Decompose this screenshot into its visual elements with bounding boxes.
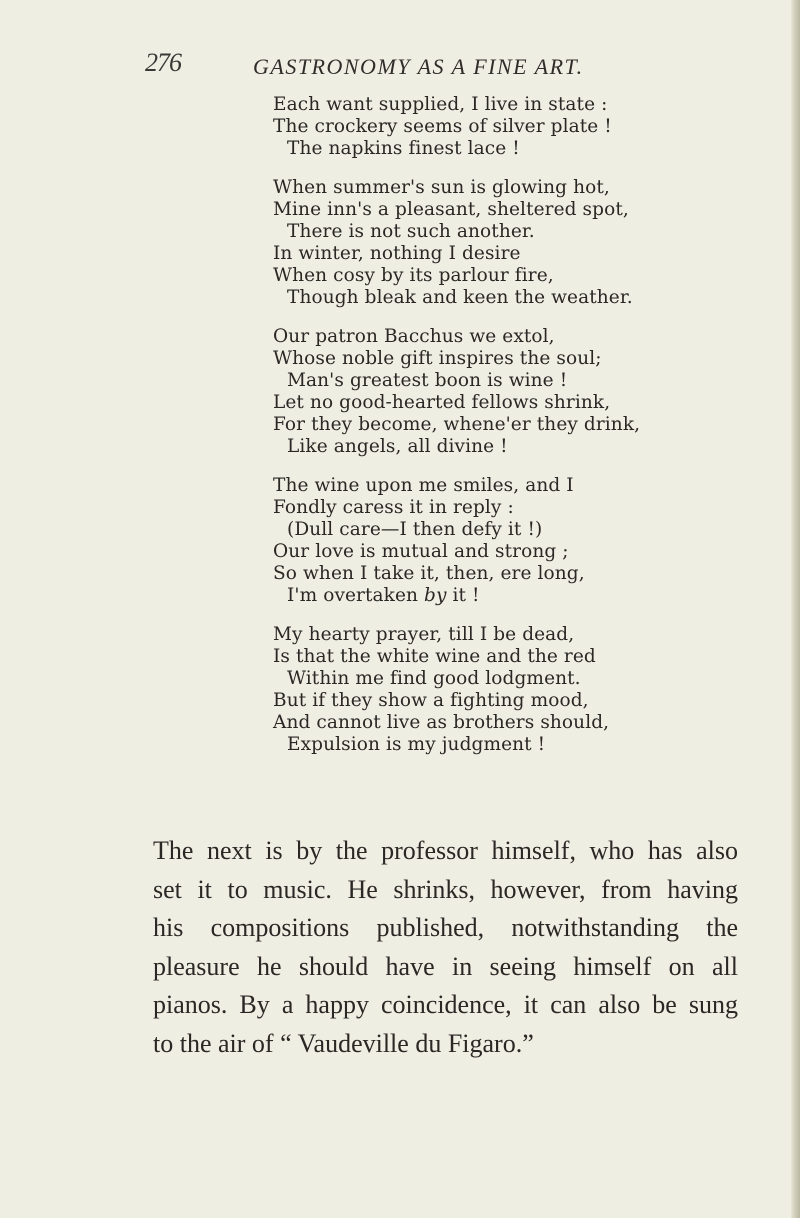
running-title: GASTRONOMY AS A FINE ART. [253,54,584,79]
poem-line: Within me find good lodgment. [287,668,581,689]
poem-line: Fondly caress it in reply : [273,497,514,518]
poem-line: Mine inn's a pleasant, sheltered spot, [273,199,629,220]
prose-line: pleasure he should have in seeing himself on all [153,951,738,981]
poem-line: When cosy by its parlour fire, [273,265,554,286]
poem-line: Whose noble gift inspires the soul; [273,348,602,369]
poem-line: And cannot live as brothers should, [273,712,610,733]
poem-line: Though bleak and keen the weather. [287,287,633,308]
poem-line: Each want supplied, I live in state : [273,94,608,115]
poem-line: Man's greatest boon is wine ! [287,370,568,391]
page-number: 276 [145,48,181,77]
poem-line: So when I take it, then, ere long, [273,563,585,584]
poem-line: The napkins finest lace ! [287,138,520,159]
poem-line: For they become, whene'er they drink, [273,414,641,435]
poem-line: Like angels, all divine ! [287,436,508,457]
poem-line: There is not such another. [287,221,535,242]
poem-line: My hearty prayer, till I be dead, [273,624,575,645]
poem-line: When summer's sun is glowing hot, [273,177,610,198]
prose-line: to the air of “ Vaudeville du Figaro.” [153,1028,534,1058]
emphasis: by [424,585,447,606]
poem-line: Our patron Bacchus we extol, [273,326,555,347]
poem-line: The crockery seems of silver plate ! [273,116,612,137]
page-header [0,48,800,88]
poem-line: Our love is mutual and strong ; [273,541,569,562]
prose-line: The next is by the professor himself, who has also [153,836,738,865]
stanza-3 [0,326,800,458]
poem-line: I'm overtaken by it ! [287,585,480,606]
stanza-4 [0,475,800,607]
prose-line: his compositions published, notwithstanding the [153,913,738,942]
poem-line: The wine upon me smiles, and I [273,475,574,496]
stanza-5 [0,624,800,756]
prose-line: pianos. By a happy coincidence, it can also be sung [153,990,738,1019]
poem-line: But if they show a fighting mood, [273,690,589,711]
poem-line: Expulsion is my judgment ! [287,734,546,755]
stanza-2 [0,177,800,309]
poem-line: Is that the white wine and the red [273,646,596,667]
poem-line: (Dull care—I then defy it !) [287,519,543,540]
poem-line: Let no good-hearted fellows shrink, [273,392,611,413]
poem-line: In winter, nothing I desire [273,243,521,264]
prose-line: set it to music. He shrinks, however, from having [153,874,738,904]
stanza-1 [0,94,800,160]
prose-paragraph [153,832,738,1063]
poem [0,94,800,756]
